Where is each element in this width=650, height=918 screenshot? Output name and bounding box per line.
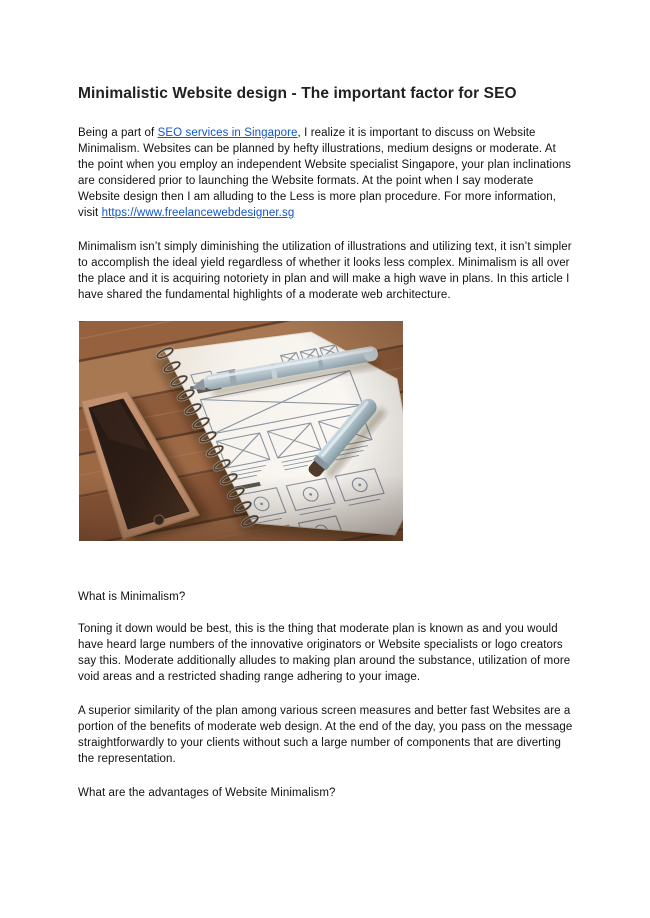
- link-freelancewebdesigner-url[interactable]: https://www.freelancewebdesigner.sg: [101, 207, 295, 219]
- intro-text-middle: , I realize it is important to discuss on Website Minimalism. Websites can be planned by hefty illustrations, medium designs or moderate. At the point when you employ an independent Website specialist Singapore, your plan inclinations are considered prior to launching the Website formats. At the point when I say moderate Website design then I am alluding to the Less is more plan procedure. For more information, visit: [78, 127, 572, 219]
- article-image[interactable]: [79, 321, 403, 541]
- paragraph-toning-down: Toning it down would be best, this is the thing that moderate plan is known as and you would have heard large numbers of the innovative originators or Website specialists or logo creators say this. Moderate additionally alludes to making plan around the substance, utilization of more void areas and a restricted shading range adhering to your image.: [78, 623, 571, 683]
- intro-text-before-link: Being a part of: [78, 127, 158, 139]
- page-title: Minimalistic Website design - The important factor for SEO: [78, 85, 517, 102]
- paragraph-intro: [78, 125, 573, 221]
- wireframe-notebook-photo: [79, 321, 403, 541]
- heading-advantages: What are the advantages of Website Minimalism?: [78, 787, 336, 799]
- photo-bottom-shade: [79, 321, 403, 541]
- paragraph-minimalism-definition: Minimalism isn’t simply diminishing the utilization of illustrations and utilizing text, it isn’t simpler to accomplish the ideal yield regardless of whether it looks less complex. Minimalism is all over the place and it is acquiring notoriety in plan and will make a high wave in plans. In this article I have shared the fundamental highlights of a moderate web architecture.: [78, 241, 572, 301]
- paragraph-superior-similarity: A superior similarity of the plan among various screen measures and better fast Websites are a portion of the benefits of moderate web design. At the end of the day, you pass on the message straightforwardly to your clients without such a large number of components that are diverting the representation.: [78, 705, 573, 765]
- link-seo-services-singapore[interactable]: SEO services in Singapore: [157, 127, 298, 139]
- heading-what-is-minimalism: What is Minimalism?: [78, 591, 186, 603]
